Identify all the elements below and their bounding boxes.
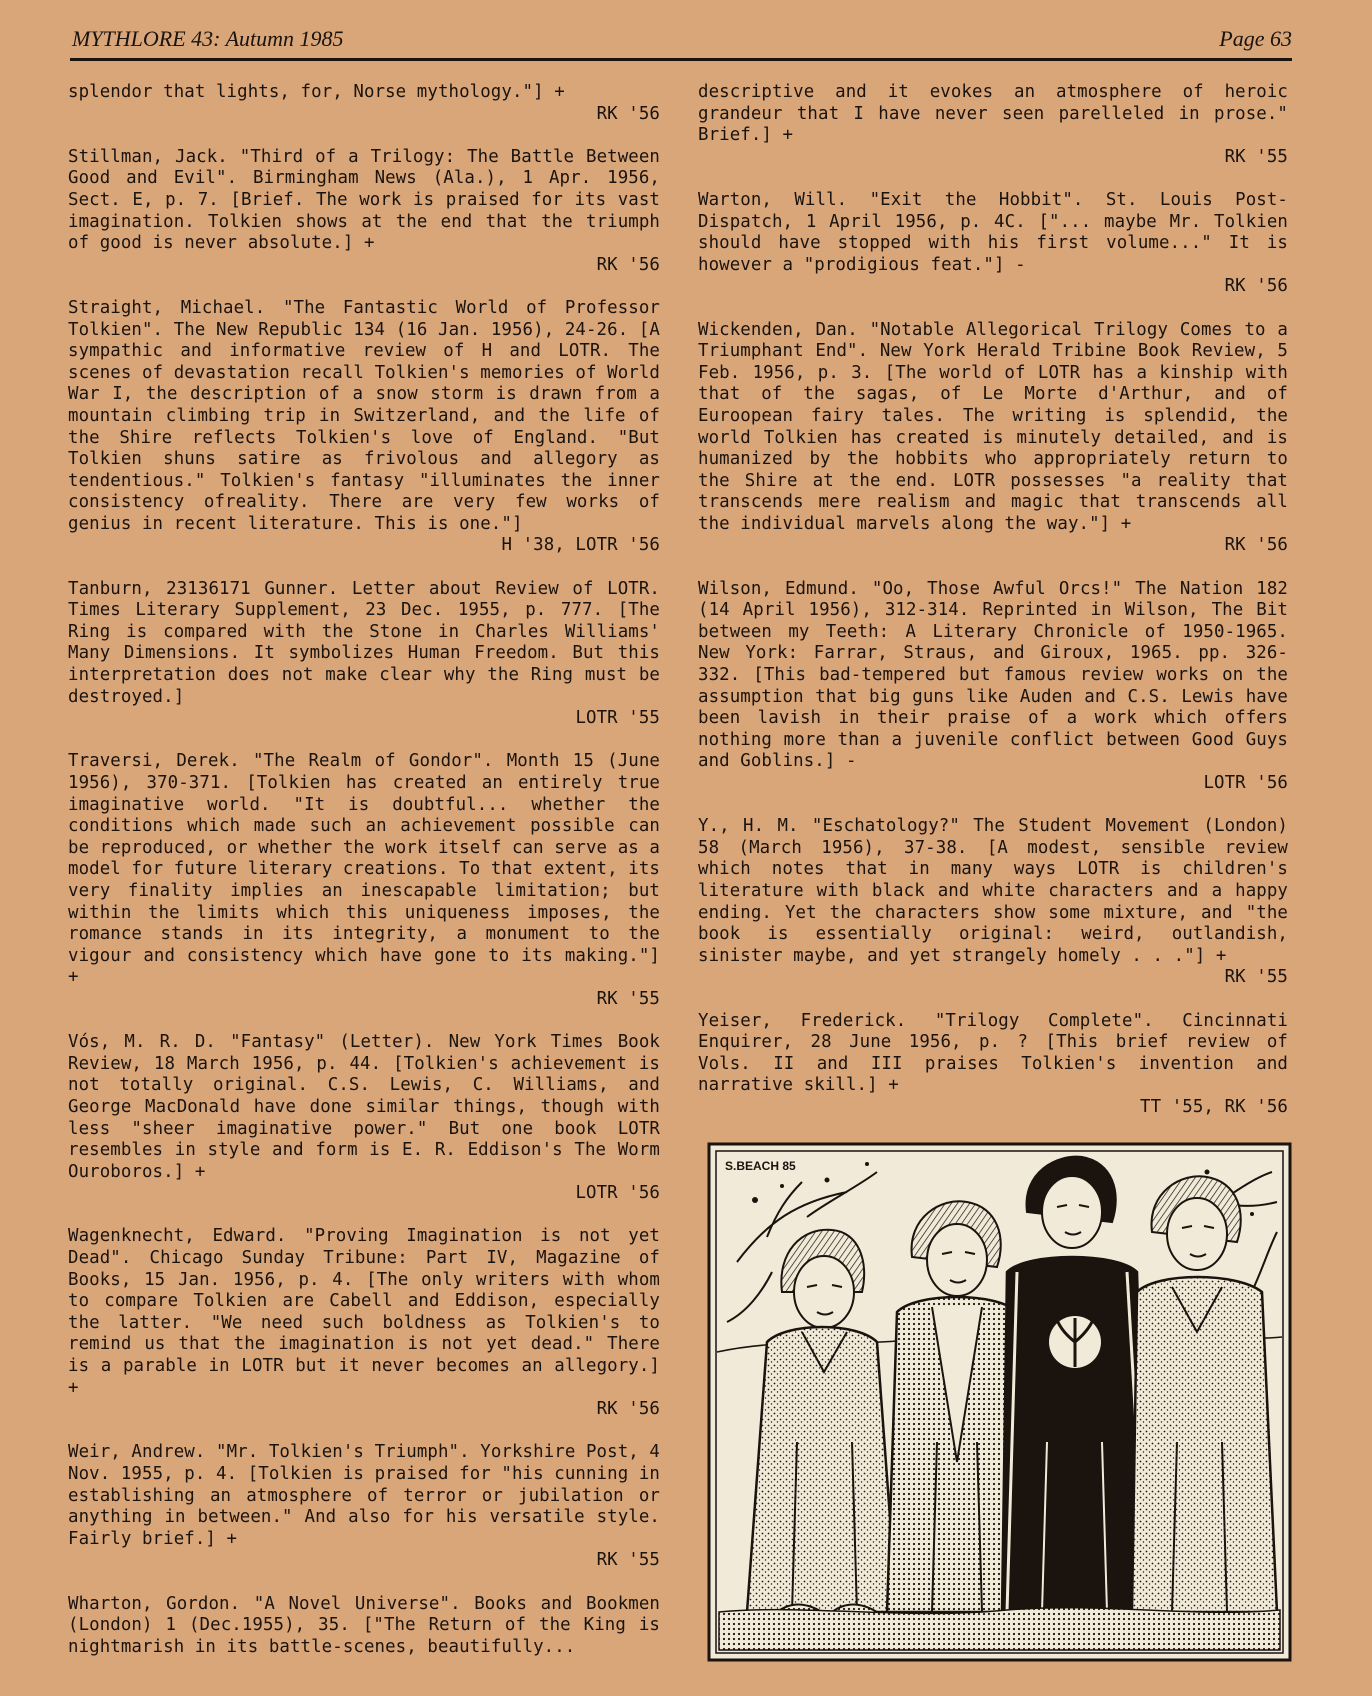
bib-entry — [698, 320, 1288, 558]
bib-entry — [68, 147, 660, 277]
entry-tag: RK '55 — [596, 1550, 660, 1571]
entry-tag: LOTR '55 — [575, 708, 660, 729]
bib-entry — [698, 579, 1288, 795]
running-header — [70, 24, 1292, 61]
bib-entry — [698, 190, 1288, 298]
entry-text: Wickenden, Dan. "Notable Allegorical Trilogy Comes to a Triumphant End". New York Herald Tribine Book Review, 5 Feb. 1956, p. 3. [The world of LOTR has a kinship with that of the sagas, of Le Morte d'Arthur, and of Euroopean fairy tales. The writing is splendid, the world Tolkien has created is minutely detailed, and is humanized by the hobbits who appropriately return to the Shire at the end. LOTR possesses "a reality that transcends mere realism and magic that transcends all the individual marvels along the way."] + — [698, 319, 1288, 534]
entry-tag: TT '55, RK '56 — [1140, 1096, 1288, 1117]
entry-text: descriptive and it evokes an atmosphere of heroic grandeur that I have never seen parelleled in prose." Brief.] + — [698, 82, 1288, 146]
entry-text: Wilson, Edmund. "Oo, Those Awful Orcs!" The Nation 182 (14 April 1956), 312-314. Reprinted in Wilson, The Bit between my Teeth: A Literary Chronicle of 1950-1965. New York: Farrar, Straus, and Giroux, 1965. pp. 326-332. [This bad-tempered but famous review works on the assumption that big guns like Auden and C.S. Lewis have been lavish in their praise of a work which offers nothing more than a juvenile conflict between Good Guys and Goblins.] - — [698, 578, 1288, 772]
bib-entry — [68, 1442, 660, 1572]
right-column — [698, 82, 1288, 1119]
entry-text: Weir, Andrew. "Mr. Tolkien's Triumph". Yorkshire Post, 4 Nov. 1955, p. 4. [Tolkien is praised for "his cunning in establishing an atmosphere of terror or jubilation or anything in between." And also for his versatile style. Fairly brief.] + — [68, 1442, 660, 1549]
hobbits-drawing — [707, 1142, 1292, 1662]
white-tree-emblem — [1049, 1314, 1101, 1368]
page-number: Page 63 — [1219, 26, 1292, 51]
entry-tag: RK '55 — [1224, 146, 1288, 167]
bib-entry — [68, 298, 660, 557]
entry-tag: H '38, LOTR '56 — [501, 535, 660, 556]
entry-text: Tanburn, 23136171 Gunner. Letter about Review of LOTR. Times Literary Supplement, 23 Dec. 1955, p. 777. [The Ring is compared with the Stone in Charles Williams' Many Dimensions. It symbolizes Human Freedom. But this interpretation does not make clear why the Ring must be destroyed.] — [68, 578, 660, 707]
bib-entry — [68, 1226, 660, 1420]
entry-tag: RK '56 — [596, 1399, 660, 1420]
entry-text: Traversi, Derek. "The Realm of Gondor". Month 15 (June 1956), 370-371. [Tolkien has created an entirely true imaginative world. "It is doubtful... whether the conditions which made such an achievement possible can be reproduced, or whether the work itself can serve as a model for future literary creations. To that extent, its very finality implies an inescapable limitation; but within the limits which this uniqueness imposes, the romance stands in its integrity, a monument to the vigour and consistency which have gone to its making."] + — [68, 751, 660, 988]
bib-entry — [68, 82, 660, 125]
entry-tag: RK '56 — [1224, 276, 1288, 297]
entry-tag: RK '56 — [1224, 535, 1288, 556]
bib-entry — [68, 1594, 660, 1659]
entry-tag: RK '56 — [596, 103, 660, 124]
entry-tag: LOTR '56 — [1203, 773, 1288, 793]
entry-tag: RK '56 — [596, 254, 660, 275]
bib-entry — [698, 816, 1288, 989]
artist-signature: S.BEACH 85 — [725, 1159, 796, 1173]
entry-text: Straight, Michael. "The Fantastic World of Professor Tolkien". The New Republic 134 (16 Jan. 1956), 24-26. [A sympathic and informative review of H and LOTR. The scenes of devastation recall Tolkien's memories of World War I, the description of a snow storm is drawn from a mountain climbing trip in Switzerland, and the life of the Shire reflects Tolkien's love of England. "But Tolkien shuns satire as frivolous and allegory as tendentious." Tolkien's fantasy "illuminates the inner consistency ofreality. There are very few works of genius in recent literature. This is one."] — [68, 297, 660, 534]
bib-entry — [68, 1032, 660, 1205]
entry-text: Yeiser, Frederick. "Trilogy Complete". Cincinnati Enquirer, 28 June 1956, p. ? [This brief review of Vols. II and III praises Tolkien's invention and narrative skill.] + — [698, 1010, 1288, 1096]
bib-entry — [68, 751, 660, 1010]
bib-entry — [698, 82, 1288, 168]
entry-tag: RK '55 — [596, 988, 660, 1009]
entry-text: Wharton, Gordon. "A Novel Universe". Books and Bookmen (London) 1 (Dec.1955), 35. ["The Return of the King is nightmarish in its battle-scenes, beautifully... — [68, 1593, 660, 1657]
entry-text: Stillman, Jack. "Third of a Trilogy: The Battle Between Good and Evil". Birmingham News (Ala.), 1 Apr. 1956, Sect. E, p. 7. [Brief. The work is praised for its vast imagination. Tolkien shows at the end that the triumph of good is never absolute.] + — [68, 146, 660, 254]
journal-title: MYTHLORE 43: Autumn 1985 — [72, 26, 344, 51]
bib-entry — [68, 579, 660, 730]
entry-text: Y., H. M. "Eschatology?" The Student Movement (London) 58 (March 1956), 37-38. [A modest, sensible review which notes that in many ways LOTR is children's literature with black and white characters and a happy ending. Yet the characters show some mixture, and "the book is essentially original: weird, outlandish, sinister maybe, and yet strangely homely . . ."] + — [698, 816, 1288, 966]
entry-text: Vós, M. R. D. "Fantasy" (Letter). New York Times Book Review, 18 March 1956, p. 44. [Tolkien's achievement is not totally original. C.S. Lewis, C. Williams, and George MacDonald have done similar things, though with less "sheer imaginative power." But one book LOTR resembles in style and form is E. R. Eddison's The Worm Ouroboros.] + — [68, 1032, 660, 1182]
bib-entry — [698, 1011, 1288, 1119]
left-column — [68, 82, 660, 1658]
entry-text: Wagenknecht, Edward. "Proving Imagination is not yet Dead". Chicago Sunday Tribune: Part IV, Magazine of Books, 15 Jan. 1956, p. 4. [The only writers with whom to compare Tolkien are Cabell and Eddison, especially the latter. "We need such boldness as Tolkien's to remind us that the imagination is not yet dead." There is a parable in LOTR but it never becomes an allegory.] + — [68, 1226, 660, 1398]
hobbits-illustration — [707, 1142, 1292, 1662]
entry-text: splendor that lights, for, Norse mythology."] + — [68, 82, 565, 102]
entry-text: Warton, Will. "Exit the Hobbit". St. Louis Post-Dispatch, 1 April 1956, p. 4C. ["... maybe Mr. Tolkien should have stopped with his first volume..." It is however a "prodigious feat."] - — [698, 189, 1288, 275]
entry-tag: RK '55 — [1224, 967, 1288, 988]
entry-tag: LOTR '56 — [575, 1183, 660, 1204]
